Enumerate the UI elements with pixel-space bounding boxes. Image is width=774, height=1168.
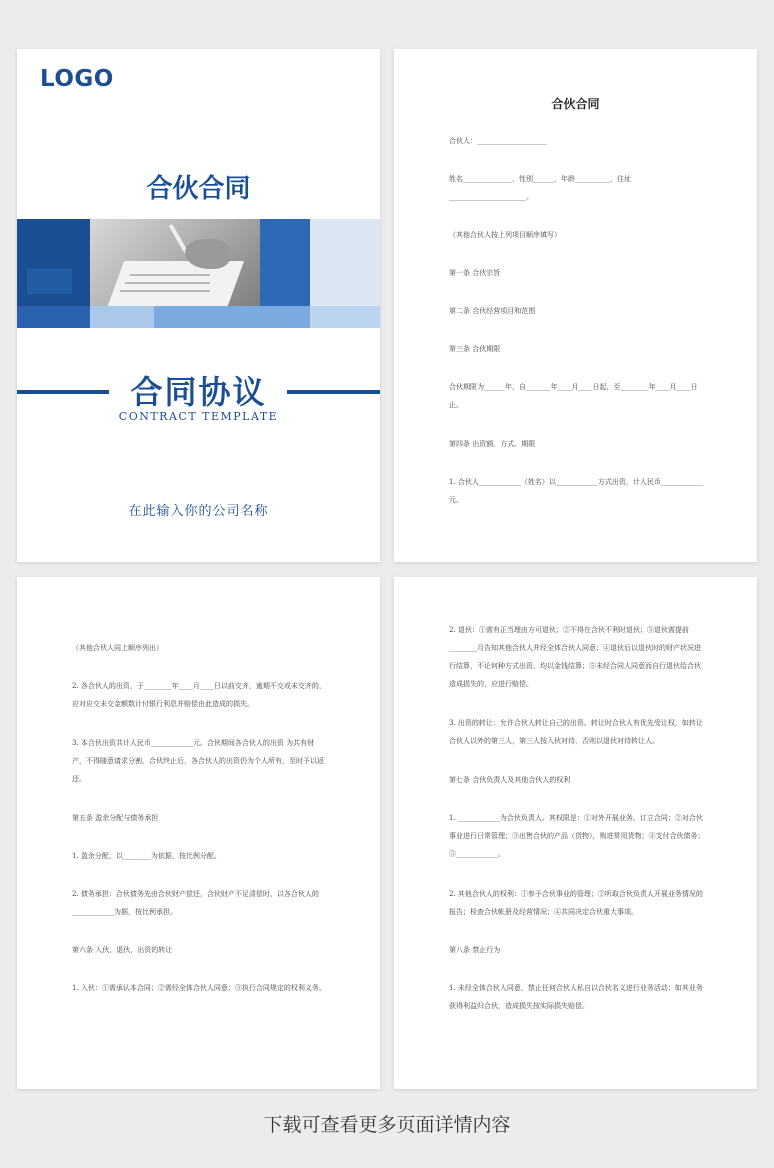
subtitle: CONTRACT TEMPLATE	[118, 410, 279, 423]
article-heading: 第八条 禁止行为	[449, 946, 501, 954]
cover-image-band	[17, 219, 380, 328]
company-name: 在此输入你的公司名称	[128, 504, 269, 519]
band-block-inner	[27, 269, 72, 294]
paragraph: （其他合伙人按上列项目顺序填写）	[449, 231, 561, 239]
band-strip	[310, 306, 380, 328]
article-heading: 第七条 合伙负责人及其他合伙人的权利	[449, 776, 571, 784]
article-heading: 第一条 合伙宗旨	[449, 269, 501, 277]
article-heading: 第四条 出资额、方式、期限	[449, 440, 536, 448]
paragraph: 2. 其他合伙人的权利：①参予合伙事业的管理；②听取合伙负责人开展业务情况的报告；检查合伙帐册及经营情况；④共同决定合伙重大事项。	[449, 890, 703, 916]
cover-page	[17, 49, 380, 562]
band-block-mid	[260, 219, 310, 306]
paragraph: 合伙人：____________________	[449, 137, 547, 145]
hand-shape	[185, 239, 230, 269]
photo-line	[130, 274, 210, 276]
paragraph: 1. 盈余分配，以________为依据，按比例分配。	[72, 852, 221, 860]
article-heading: 第五条 盈余分配与债务承担	[72, 814, 159, 822]
paragraph: 3. 本合伙出资共计人民币____________元。合伙期间各合伙人的出资 为共有财产，不得随意请求分割，合伙终止后，各合伙人的出资仍为个人所有，至时予以返还。	[72, 739, 324, 783]
download-caption: 下载可查看更多页面详情内容	[263, 1114, 511, 1136]
paragraph: 2. 各合伙人的出资，于________年____月____日以前交齐，逾期不交或未交齐的，应对应交未交金额数计付银行利息并赔偿由此造成的损失。	[72, 682, 326, 708]
paragraph: 3. 出资的转让：允许合伙人转让自己的出资。转让时合伙人有优先受让权，如转让合伙人以外的第三人，第三人按入伙对待，否则以退伙对待转让人。	[449, 719, 703, 745]
article-heading: 第六条 入伙、退伙，出资的转让	[72, 946, 173, 954]
contract-page-2	[17, 577, 380, 1089]
contract-page-3	[394, 577, 757, 1089]
paragraph: 1. ____________为合伙负责人。其权限是：①对外开展业务，订立合同；②对合伙事业进行日常管理；③出售合伙的产品（货物），购进常用货物；④支付合伙债务；⑤____________。	[449, 814, 705, 858]
paragraph: （其他合伙人同上顺序列出）	[72, 644, 163, 652]
logo: LOGO	[40, 66, 114, 92]
document-title: 合伙合同	[551, 97, 600, 111]
article-heading: 第三条 合伙期限	[449, 345, 501, 353]
band-strip	[90, 306, 154, 328]
band-strip	[17, 306, 90, 328]
contract-page-1	[394, 49, 757, 562]
paragraph: 2. 债务承担：合伙债务先由合伙财产偿还，合伙财产不足清偿时，以各合伙人的____________为据，按比例承担。	[72, 890, 319, 916]
paragraph: 1. 合伙人____________（姓名）以____________方式出资，计人民币____________元。	[449, 478, 703, 504]
photo-line	[125, 282, 210, 284]
handwriting-photo	[90, 219, 260, 306]
article-heading: 第二条 合伙经营项目和范围	[449, 307, 536, 315]
paragraph: 2. 退伙：①需有正当理由方可退伙；②不得在合伙不利时退伙；③退伙需提前________月告知其他合伙人并经全体合伙人同意；④退伙后以退伙时的财产状况进行结算，不论何种方式出资，均以金钱结算；⑤未经合同人同意而自行退伙给合伙造成损失的，应进行赔偿。	[449, 626, 701, 688]
paragraph: 1. 未经全体合伙人同意，禁止任何合伙人私自以合伙名义进行业务活动；如其业务获得利益归合伙，造成损失按实际损失赔偿。	[449, 984, 703, 1010]
paragraph: 姓名______________，性别______，年龄__________，住址______________________。	[449, 175, 631, 201]
main-title: 合同协议	[130, 373, 267, 411]
band-block-light	[310, 219, 380, 306]
photo-line	[120, 290, 210, 292]
paragraph: 合伙期限为______年，自_______年____月____日起，至________年____月____日止。	[449, 383, 698, 409]
band-strip	[154, 306, 310, 328]
paragraph: 1. 入伙：①需承认本合同；②需经全体合伙人同意；③执行合同规定的权利义务。	[72, 984, 326, 992]
cover-title: 合伙合同	[146, 174, 251, 204]
